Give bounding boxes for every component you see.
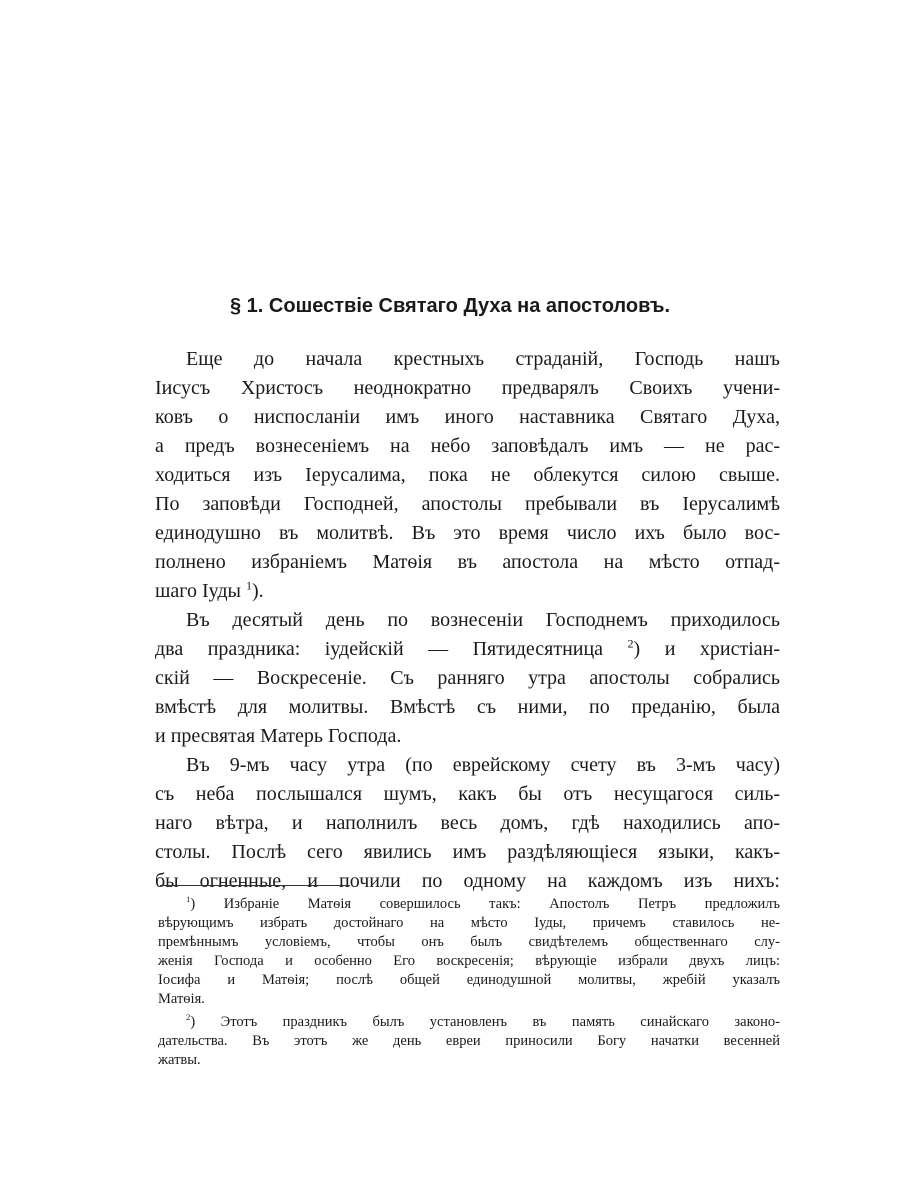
text-line: скій — Воскресеніе. Съ ранняго утра апостолы собрались [155,667,780,689]
text-line: ходиться изъ Іерусалима, пока не облекутся силою свыше. [155,464,780,486]
footnote-mark: 2 [186,1013,191,1023]
text-line: Въ десятый день по вознесеніи Господнемъ приходилось [186,609,780,631]
text-line [155,577,780,606]
main-text [155,345,780,896]
footnote-divider [160,885,350,886]
text-line: Іисусъ Христосъ неоднократно предварялъ Своихъ учени- [155,377,780,399]
text-line: вмѣстѣ для молитвы. Вмѣстѣ съ ними, по преданію, была [155,696,780,718]
footnote-line: премѣннымъ условіемъ, чтобы онъ былъ свидѣтелемъ общественнаго слу- [158,934,780,950]
section-heading: § 1. Сошествіе Святаго Духа на апостоловъ. [230,295,670,317]
text-line: и пресвятая Матерь Господа. [155,725,402,747]
text-line [155,635,780,664]
paragraph-2 [155,606,780,751]
text-fragment: два праздника: іудейскій — Пятидесятница [155,638,604,660]
footnote-1 [158,895,780,1009]
footnote-line: вѣрующимъ избрать достойнаго на мѣсто Іуды, причемъ ставилось не- [158,915,780,931]
text-line: единодушно въ молитвѣ. Въ это время число ихъ было вос- [155,522,780,544]
footnote-2 [158,1013,780,1070]
text-line: наго вѣтра, и наполнилъ весь домъ, гдѣ находились апо- [155,812,780,834]
text-line: Въ 9-мъ часу утра (по еврейскому счету въ 3-мъ часу) [186,754,780,776]
footnote-line: жатвы. [158,1052,201,1068]
text-line: полнено избраніемъ Матѳія въ апостола на мѣсто отпад- [155,551,780,573]
footnote-line: дательства. Въ этотъ же день евреи приносили Богу начатки весенней [158,1033,780,1049]
text-line: По заповѣди Господней, апостолы пребывали въ Іерусалимѣ [155,493,780,515]
footnote-line: женія Господа и особенно Его воскресенія; вѣрующіе избрали двухъ лицъ: [158,953,780,969]
text-fragment: ) Этотъ праздникъ былъ установленъ въ память синайскаго законо- [190,1014,780,1030]
footnote-line: Матѳія. [158,991,205,1007]
text-fragment: шаго Іуды [155,580,241,602]
text-fragment: ). [252,580,264,602]
text-fragment: ) Избраніе Матѳія совершилось такъ: Апостолъ Петръ предложилъ [190,896,780,912]
paragraph-1 [155,345,780,606]
paragraph-3 [155,751,780,896]
footnotes [158,895,780,1070]
text-line: ковъ о ниспосланіи имъ иного наставника Святаго Духа, [155,406,780,428]
text-line: Еще до начала крестныхъ страданій, Господь нашъ [186,348,780,370]
text-line: бы огненные, и почили по одному на каждомъ изъ нихъ: [155,870,780,892]
text-line: съ неба послышался шумъ, какъ бы отъ несущагося силь- [155,783,780,805]
footnote-mark: 1 [186,895,191,905]
footnote-line [158,895,780,914]
footnote-reference-2: 2 [627,636,634,651]
footnote-reference-1: 1 [246,578,252,593]
text-line: а предъ вознесеніемъ на небо заповѣдалъ имъ — не рас- [155,435,780,457]
footnote-line [158,1013,780,1032]
footnote-line: Іосифа и Матѳія; послѣ общей единодушной молитвы, жребій указалъ [158,972,780,988]
text-fragment: ) и христіан- [633,638,780,660]
text-line: столы. Послѣ сего явились имъ раздѣляющіеся языки, какъ- [155,841,780,863]
